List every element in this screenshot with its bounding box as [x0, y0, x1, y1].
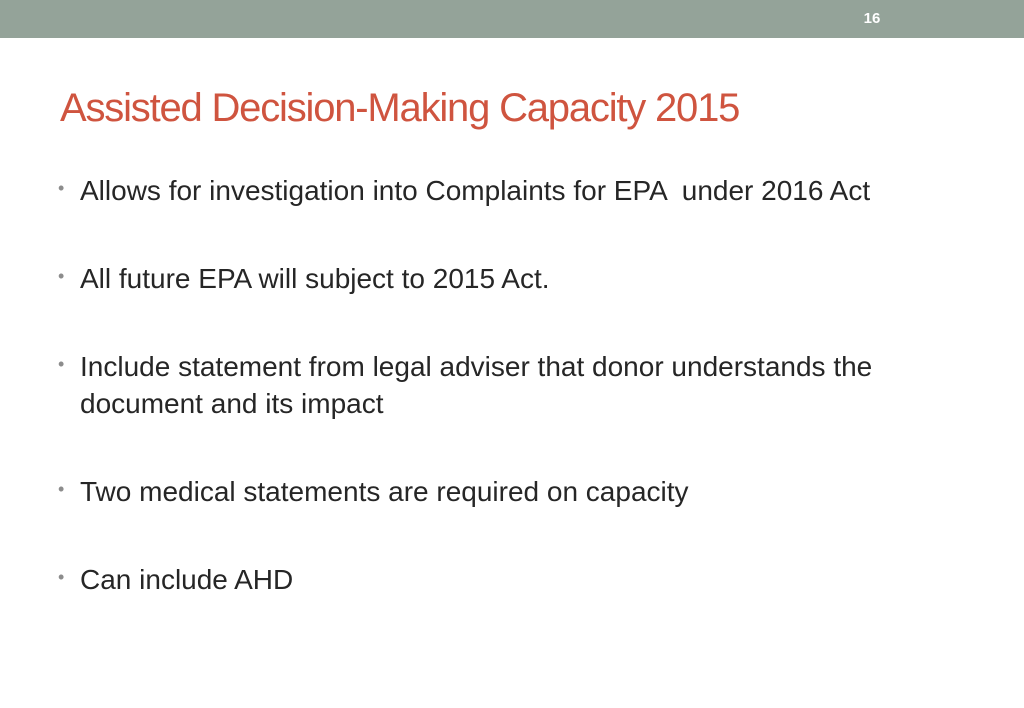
- bullet-item: [54, 473, 954, 510]
- bullet-list: [54, 172, 954, 649]
- bullet-marker-icon: •: [58, 479, 65, 499]
- bullet-marker-icon: •: [58, 567, 65, 587]
- slide-number: 16: [863, 10, 881, 27]
- header-bar: [0, 0, 1024, 38]
- bullet-text: Two medical statements are required on capacity: [80, 476, 689, 507]
- bullet-text: Allows for investigation into Complaints for EPA under 2016 Act: [80, 175, 871, 206]
- bullet-item: [54, 172, 954, 209]
- bullet-item: [54, 348, 954, 422]
- bullet-item: [54, 561, 954, 598]
- slide-title: Assisted Decision-Making Capacity 2015: [60, 86, 740, 130]
- bullet-text: Can include AHD: [80, 564, 294, 595]
- bullet-marker-icon: •: [58, 178, 65, 198]
- bullet-marker-icon: •: [58, 266, 65, 286]
- bullet-marker-icon: •: [58, 354, 65, 374]
- bullet-item: [54, 260, 954, 297]
- bullet-text: All future EPA will subject to 2015 Act.: [80, 263, 550, 294]
- bullet-text: Include statement from legal adviser that donor understands the document and its impact: [80, 351, 873, 419]
